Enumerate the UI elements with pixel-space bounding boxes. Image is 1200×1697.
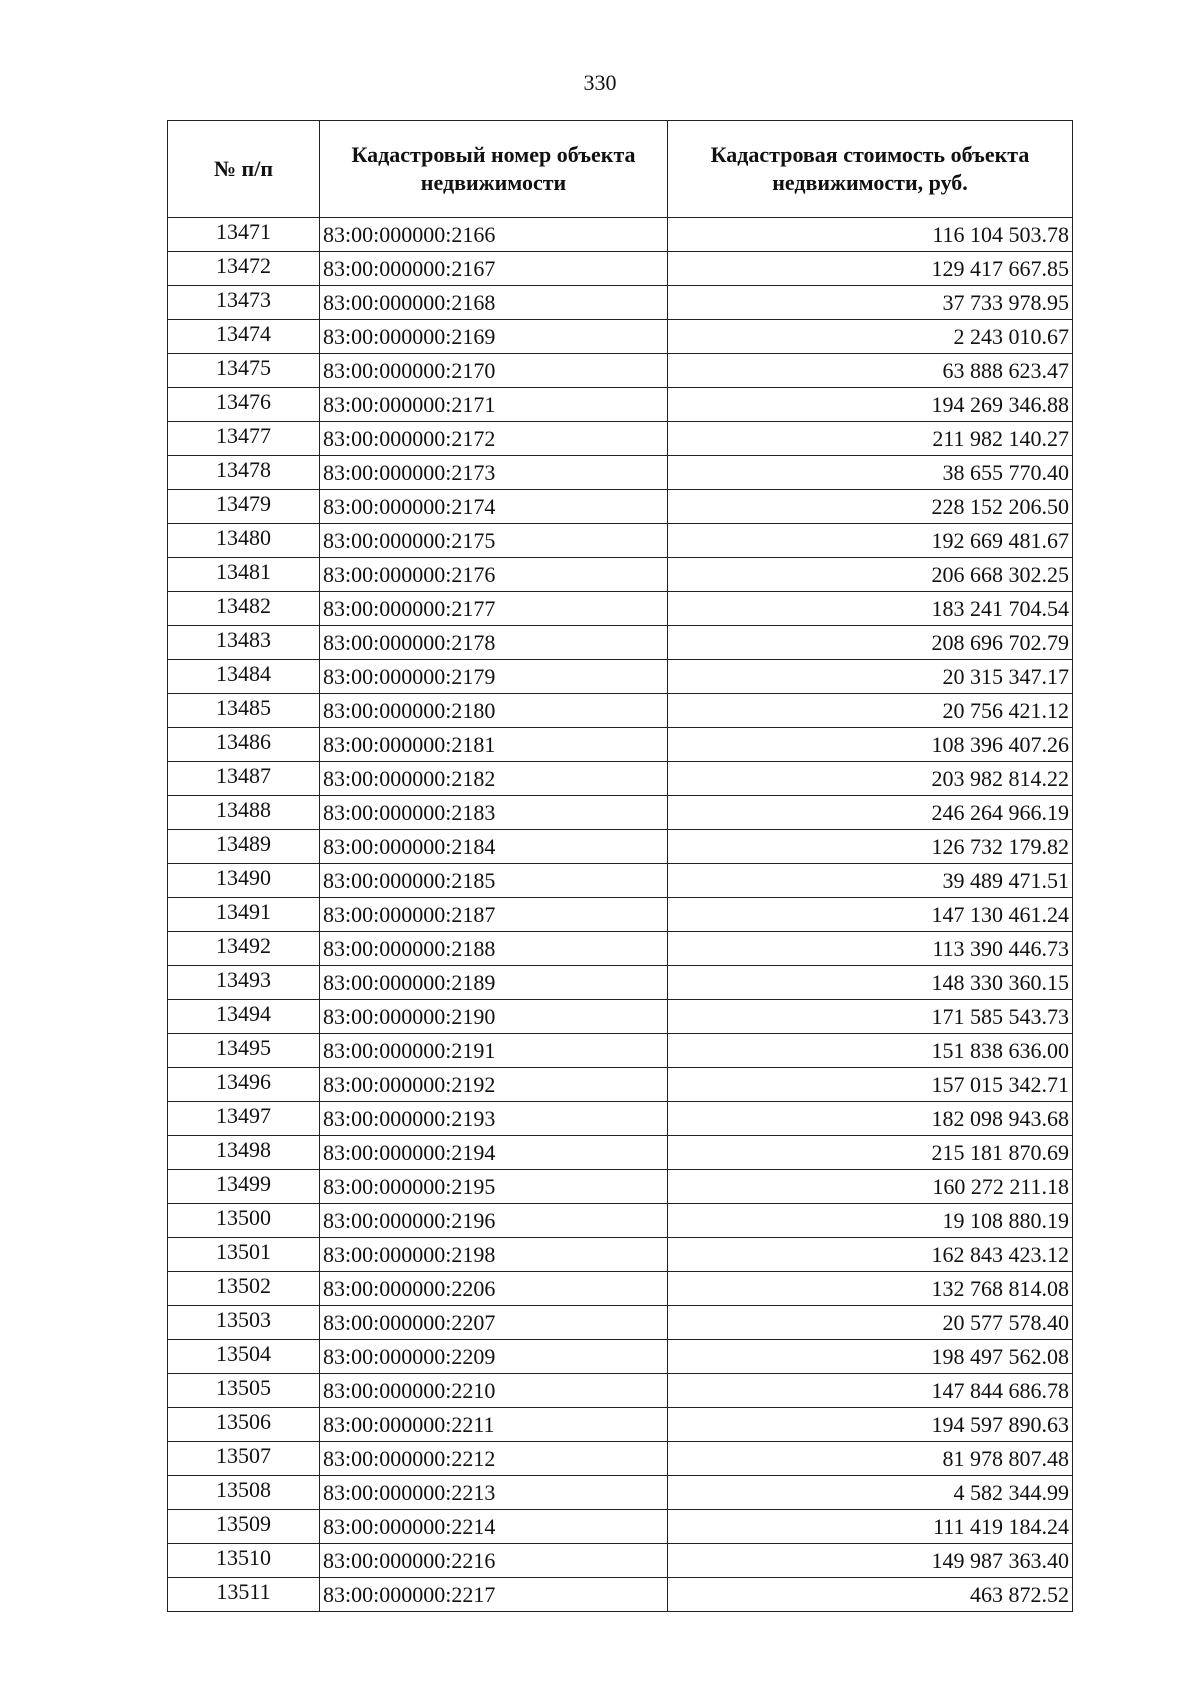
cadastral-number-cell: 83:00:000000:2180 [320,694,668,728]
row-number-cell: 13499 [168,1170,320,1204]
cadastral-value-cell: 2 243 010.67 [668,320,1073,354]
cadastral-number-cell: 83:00:000000:2209 [320,1340,668,1374]
table-row [168,1374,1073,1408]
row-number-cell: 13500 [168,1204,320,1238]
row-number-cell: 13476 [168,388,320,422]
cadastral-value-cell: 160 272 211.18 [668,1170,1073,1204]
header-cadastral-value: Кадастровая стоимость объекта недвижимости, руб. [668,121,1073,218]
cadastral-number-cell: 83:00:000000:2213 [320,1476,668,1510]
cadastral-value-cell: 246 264 966.19 [668,796,1073,830]
table-row [168,1578,1073,1612]
cadastral-value-cell: 148 330 360.15 [668,966,1073,1000]
cadastral-value-cell: 20 577 578.40 [668,1306,1073,1340]
row-number-cell: 13495 [168,1034,320,1068]
table-row [168,1068,1073,1102]
row-number-cell: 13496 [168,1068,320,1102]
cadastral-value-cell: 162 843 423.12 [668,1238,1073,1272]
table-row [168,252,1073,286]
row-number-cell: 13491 [168,898,320,932]
cadastral-value-cell: 111 419 184.24 [668,1510,1073,1544]
cadastral-value-cell: 129 417 667.85 [668,252,1073,286]
cadastral-value-cell: 147 130 461.24 [668,898,1073,932]
cadastral-value-cell: 19 108 880.19 [668,1204,1073,1238]
table-row [168,1476,1073,1510]
row-number-cell: 13471 [168,218,320,252]
table-body [168,218,1073,1612]
table-row [168,1544,1073,1578]
cadastral-number-cell: 83:00:000000:2196 [320,1204,668,1238]
row-number-cell: 13504 [168,1340,320,1374]
cadastral-number-cell: 83:00:000000:2181 [320,728,668,762]
cadastral-number-cell: 83:00:000000:2198 [320,1238,668,1272]
cadastral-value-cell: 211 982 140.27 [668,422,1073,456]
row-number-cell: 13473 [168,286,320,320]
cadastral-value-cell: 157 015 342.71 [668,1068,1073,1102]
row-number-cell: 13502 [168,1272,320,1306]
cadastral-value-cell: 203 982 814.22 [668,762,1073,796]
cadastral-value-cell: 38 655 770.40 [668,456,1073,490]
cadastral-number-cell: 83:00:000000:2195 [320,1170,668,1204]
table-row [168,456,1073,490]
table-row [168,1034,1073,1068]
row-number-cell: 13482 [168,592,320,626]
row-number-cell: 13501 [168,1238,320,1272]
table-row [168,762,1073,796]
table-row [168,1510,1073,1544]
cadastral-value-cell: 182 098 943.68 [668,1102,1073,1136]
table-row [168,966,1073,1000]
table-row [168,660,1073,694]
row-number-cell: 13489 [168,830,320,864]
cadastral-number-cell: 83:00:000000:2190 [320,1000,668,1034]
row-number-cell: 13503 [168,1306,320,1340]
row-number-cell: 13472 [168,252,320,286]
cadastral-number-cell: 83:00:000000:2211 [320,1408,668,1442]
table-row [168,1204,1073,1238]
cadastral-value-cell: 208 696 702.79 [668,626,1073,660]
cadastral-value-cell: 151 838 636.00 [668,1034,1073,1068]
table-row [168,796,1073,830]
cadastral-number-cell: 83:00:000000:2177 [320,592,668,626]
cadastral-value-cell: 81 978 807.48 [668,1442,1073,1476]
header-row-number: № п/п [168,121,320,218]
cadastral-number-cell: 83:00:000000:2184 [320,830,668,864]
row-number-cell: 13490 [168,864,320,898]
row-number-cell: 13479 [168,490,320,524]
cadastral-number-cell: 83:00:000000:2167 [320,252,668,286]
cadastral-value-cell: 192 669 481.67 [668,524,1073,558]
table-row [168,1136,1073,1170]
cadastral-value-cell: 126 732 179.82 [668,830,1073,864]
table-row [168,1442,1073,1476]
table-row [168,898,1073,932]
cadastral-number-cell: 83:00:000000:2179 [320,660,668,694]
row-number-cell: 13511 [168,1578,320,1612]
cadastral-number-cell: 83:00:000000:2210 [320,1374,668,1408]
cadastral-number-cell: 83:00:000000:2188 [320,932,668,966]
cadastral-value-cell: 194 269 346.88 [668,388,1073,422]
cadastral-number-cell: 83:00:000000:2175 [320,524,668,558]
row-number-cell: 13478 [168,456,320,490]
cadastral-value-cell: 4 582 344.99 [668,1476,1073,1510]
row-number-cell: 13508 [168,1476,320,1510]
table-row [168,830,1073,864]
cadastral-value-cell: 20 756 421.12 [668,694,1073,728]
cadastral-number-cell: 83:00:000000:2216 [320,1544,668,1578]
table-row [168,524,1073,558]
cadastral-number-cell: 83:00:000000:2171 [320,388,668,422]
row-number-cell: 13475 [168,354,320,388]
cadastral-value-cell: 194 597 890.63 [668,1408,1073,1442]
cadastral-number-cell: 83:00:000000:2192 [320,1068,668,1102]
cadastral-value-cell: 132 768 814.08 [668,1272,1073,1306]
cadastral-number-cell: 83:00:000000:2173 [320,456,668,490]
table-row [168,1408,1073,1442]
cadastral-number-cell: 83:00:000000:2182 [320,762,668,796]
row-number-cell: 13474 [168,320,320,354]
table-row [168,490,1073,524]
cadastral-value-cell: 20 315 347.17 [668,660,1073,694]
table-row [168,286,1073,320]
cadastral-number-cell: 83:00:000000:2193 [320,1102,668,1136]
header-cadastral-number: Кадастровый номер объекта недвижимости [320,121,668,218]
table-row [168,932,1073,966]
cadastral-value-cell: 39 489 471.51 [668,864,1073,898]
cadastral-number-cell: 83:00:000000:2187 [320,898,668,932]
table-row [168,1306,1073,1340]
cadastral-number-cell: 83:00:000000:2166 [320,218,668,252]
table-row [168,1102,1073,1136]
cadastral-value-cell: 63 888 623.47 [668,354,1073,388]
cadastral-number-cell: 83:00:000000:2178 [320,626,668,660]
row-number-cell: 13485 [168,694,320,728]
cadastral-value-cell: 215 181 870.69 [668,1136,1073,1170]
cadastral-number-cell: 83:00:000000:2170 [320,354,668,388]
row-number-cell: 13481 [168,558,320,592]
cadastral-value-table [167,120,1073,1612]
row-number-cell: 13483 [168,626,320,660]
cadastral-value-cell: 183 241 704.54 [668,592,1073,626]
row-number-cell: 13492 [168,932,320,966]
cadastral-number-cell: 83:00:000000:2206 [320,1272,668,1306]
cadastral-number-cell: 83:00:000000:2172 [320,422,668,456]
cadastral-value-cell: 108 396 407.26 [668,728,1073,762]
cadastral-value-cell: 37 733 978.95 [668,286,1073,320]
table-row [168,320,1073,354]
row-number-cell: 13506 [168,1408,320,1442]
cadastral-number-cell: 83:00:000000:2185 [320,864,668,898]
cadastral-value-cell: 113 390 446.73 [668,932,1073,966]
row-number-cell: 13484 [168,660,320,694]
table-row [168,354,1073,388]
cadastral-number-cell: 83:00:000000:2217 [320,1578,668,1612]
row-number-cell: 13505 [168,1374,320,1408]
cadastral-value-cell: 171 585 543.73 [668,1000,1073,1034]
table-row [168,864,1073,898]
cadastral-number-cell: 83:00:000000:2214 [320,1510,668,1544]
cadastral-number-cell: 83:00:000000:2174 [320,490,668,524]
table-row [168,1272,1073,1306]
cadastral-number-cell: 83:00:000000:2191 [320,1034,668,1068]
row-number-cell: 13477 [168,422,320,456]
cadastral-value-cell: 206 668 302.25 [668,558,1073,592]
table-row [168,1340,1073,1374]
cadastral-value-cell: 463 872.52 [668,1578,1073,1612]
table-header-row [168,121,1073,218]
table-row [168,1000,1073,1034]
row-number-cell: 13509 [168,1510,320,1544]
cadastral-number-cell: 83:00:000000:2176 [320,558,668,592]
row-number-cell: 13487 [168,762,320,796]
table-row [168,1170,1073,1204]
cadastral-value-cell: 149 987 363.40 [668,1544,1073,1578]
table-row [168,558,1073,592]
cadastral-value-cell: 116 104 503.78 [668,218,1073,252]
row-number-cell: 13480 [168,524,320,558]
row-number-cell: 13488 [168,796,320,830]
row-number-cell: 13497 [168,1102,320,1136]
page-number: 330 [583,70,617,95]
cadastral-number-cell: 83:00:000000:2183 [320,796,668,830]
row-number-cell: 13498 [168,1136,320,1170]
cadastral-number-cell: 83:00:000000:2189 [320,966,668,1000]
cadastral-value-cell: 147 844 686.78 [668,1374,1073,1408]
cadastral-number-cell: 83:00:000000:2169 [320,320,668,354]
cadastral-number-cell: 83:00:000000:2207 [320,1306,668,1340]
row-number-cell: 13494 [168,1000,320,1034]
cadastral-number-cell: 83:00:000000:2194 [320,1136,668,1170]
table-row [168,388,1073,422]
row-number-cell: 13507 [168,1442,320,1476]
table-row [168,626,1073,660]
table-row [168,592,1073,626]
cadastral-number-cell: 83:00:000000:2168 [320,286,668,320]
row-number-cell: 13486 [168,728,320,762]
cadastral-number-cell: 83:00:000000:2212 [320,1442,668,1476]
table-row [168,422,1073,456]
row-number-cell: 13510 [168,1544,320,1578]
table-row [168,1238,1073,1272]
table-row [168,728,1073,762]
cadastral-value-cell: 198 497 562.08 [668,1340,1073,1374]
row-number-cell: 13493 [168,966,320,1000]
table-row [168,694,1073,728]
cadastral-value-cell: 228 152 206.50 [668,490,1073,524]
table-row [168,218,1073,252]
